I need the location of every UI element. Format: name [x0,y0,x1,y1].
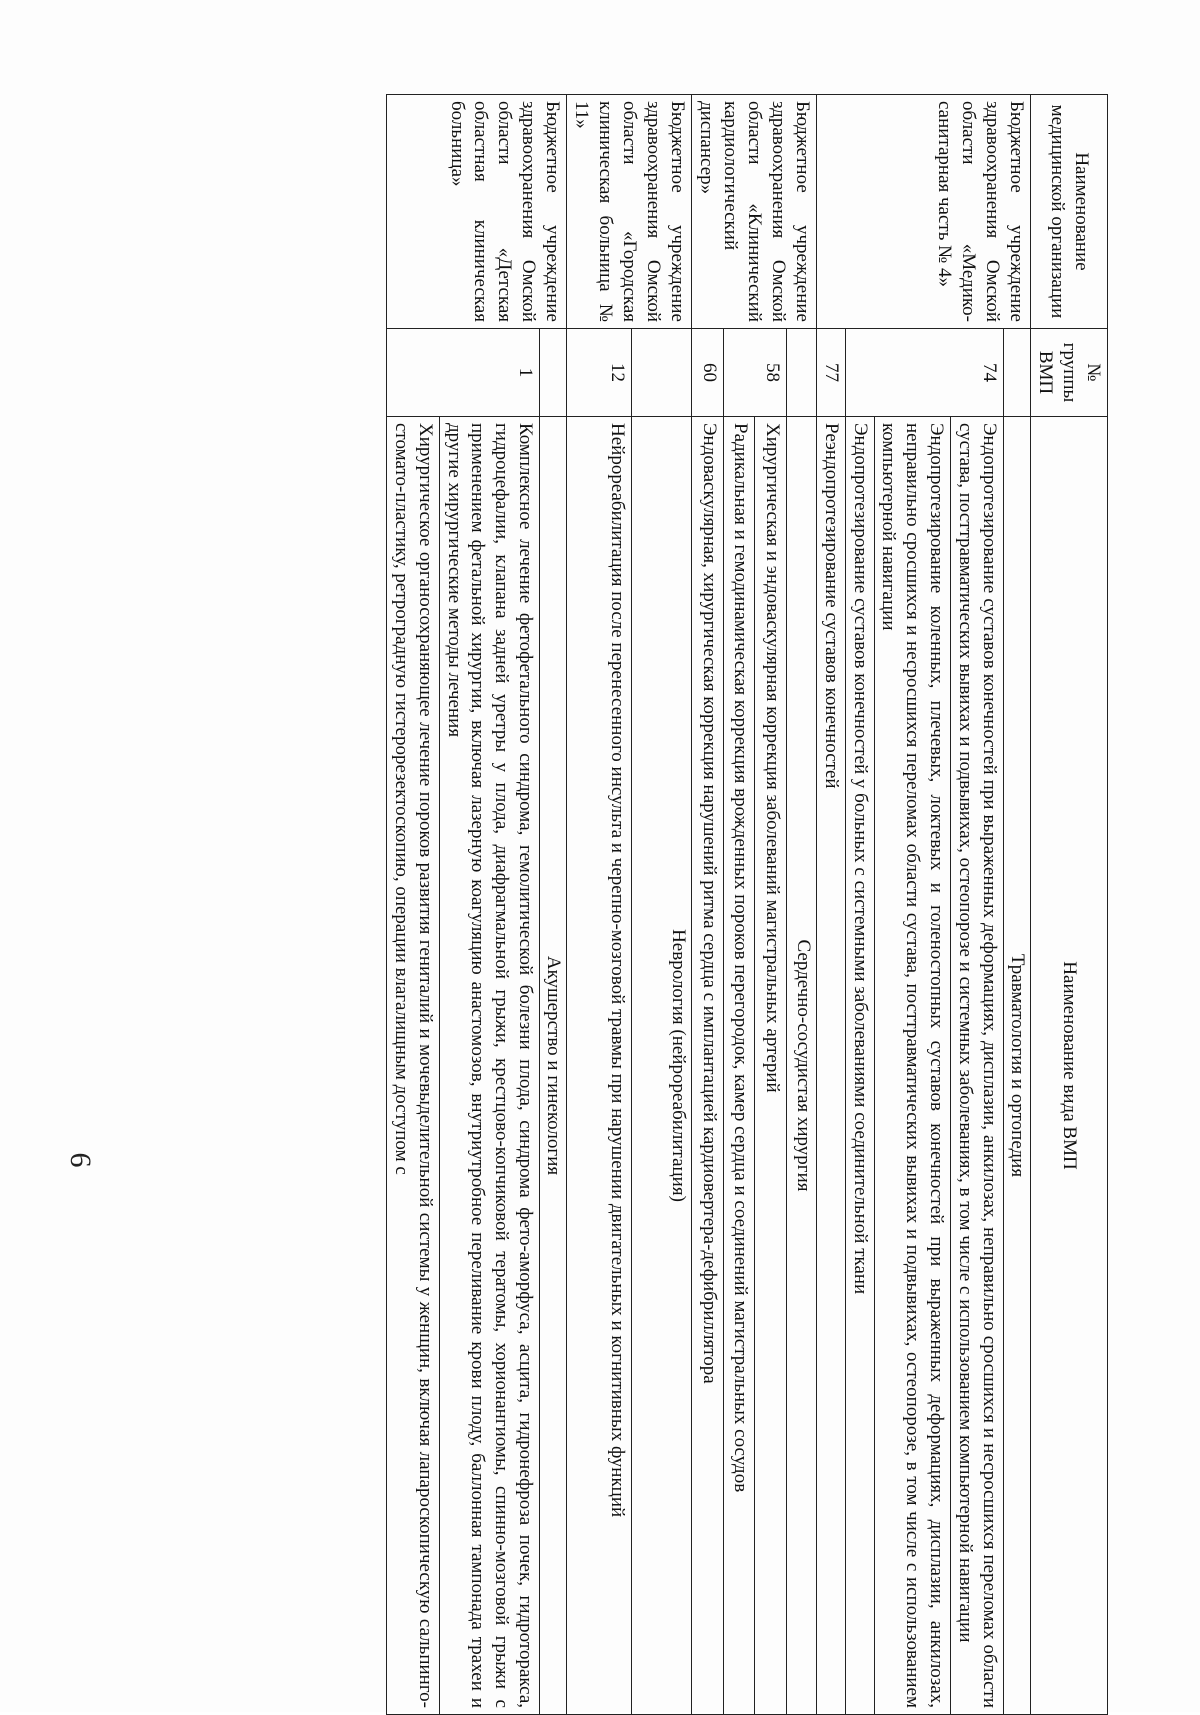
section-title: Травматология и ортопедия [1004,417,1031,1715]
group-cell [723,329,755,417]
group-cell [386,329,439,417]
table-header-row [1031,95,1108,1715]
type-cell: Эндопротезирование суставов конечностей при выраженных деформациях, дисплазии, анкилозах, неправильно сросшихся и несросшихся переломах области сустава, посттравматических вывихах и подвывихах, остеопорозе и системных заболеваниях, в том числе с использованием компьютерной навигации [951,417,1004,1715]
group-cell: 77 [816,329,845,417]
header-type: Наименование вида ВМП [1031,417,1108,1715]
header-organization: Наименование медицинской организации [1031,95,1108,329]
organization-cell: Бюджетное учреждение здравоохранения Омской области «Детская областная клиническая больница» [386,95,567,329]
section-row [787,95,817,1715]
section-row [1004,95,1031,1715]
type-cell: Эндоваскулярная, хирургическая коррекция нарушений ритма сердца с имплантацией кардиовертера-дефибриллятора [692,417,724,1715]
type-cell: Радикальная и гемодинамическая коррекция врожденных пороков перегородок, камер сердца и соединений магистральных сосудов [723,417,755,1715]
organization-cell: Бюджетное учреждение здравоохранения Омской области «Медико-санитарная часть № 4» [816,95,1031,329]
group-cell [540,329,567,417]
section-title: Акушерство и гинекология [540,417,567,1715]
section-title: Сердечно-сосудистая хирургия [787,417,817,1715]
table-row [567,95,632,1715]
table-row [439,95,540,1715]
type-cell: Реэндопротезирование суставов конечностей [816,417,845,1715]
group-cell: 60 [692,329,724,417]
type-cell: Хирургическая и эндоваскулярная коррекция заболеваний магистральных артерий [755,417,787,1715]
rotated-table-container [106,94,1108,1714]
page-number: 6 [64,1152,97,1168]
type-cell: Эндопротезирование коленных, плечевых, локтевых и голеностопных суставов конечностей при выраженных деформациях, дисплазии, анкилозах, неправильно сросшихся и несросшихся переломах области сустава, посттравматических вывихах и подвывихах, остеопорозе, в том числе с использованием компьютерной навигации [874,417,951,1715]
group-cell: 58 [755,329,787,417]
group-cell: 74 [951,329,1004,417]
group-cell: 12 [567,329,632,417]
section-row [631,95,691,1715]
section-title: Неврология (нейрореабилитация) [631,417,691,1715]
organization-cell: Бюджетное учреждение здравоохранения Омской области «Клинический кардиологический диспансер» [692,95,817,329]
group-cell [1004,329,1031,417]
group-cell [874,329,951,417]
organization-cell: Бюджетное учреждение здравоохранения Омской области «Городская клиническая больница № 11» [567,95,692,329]
type-cell: Нейрореабилитация после перенесенного инсульта и черепно-мозговой травмы при нарушении двигательных и когнитивных функций [567,417,632,1715]
section-row [540,95,567,1715]
group-cell [631,329,691,417]
table-row [755,95,787,1715]
table-row [951,95,1004,1715]
table-row [845,95,874,1715]
table-row [723,95,755,1715]
header-group: № группы ВМП [1031,329,1108,417]
type-cell: Комплексное лечение фетофетального синдрома, гемолитической болезни плода, синдрома фето-аморфуса, асцита, гидронефроза почек, гидроторакса, гидроцефалии, клапана задней уретры у плода, диафрагмальной грыжи, крестцово-копчиковой тератомы, хорионангиомы, спинно-мозговой грыжи с применением фетальной хирургии, включая лазерную коагуляцию анастомозов, внутриутробное переливание крови плоду, баллонная тампонада трахеи и другие хирургические методы лечения [439,417,540,1715]
table-row [816,95,845,1715]
group-cell [787,329,817,417]
vmp-table [386,94,1108,1715]
table-row [692,95,724,1715]
group-cell [845,329,874,417]
group-cell: 1 [439,329,540,417]
table-row [874,95,951,1715]
type-cell: Хирургическое органосохраняющее лечение пороков развития гениталий и мочевыделительной системы у женщин, включая лапароскопическую сальпинго-стомато-пластику, ретроградную гистерорезектоскопию, операции влагалищным доступом с [386,417,439,1715]
type-cell: Эндопротезирование суставов конечностей у больных с системными заболеваниями соединительной ткани [845,417,874,1715]
table-row [386,95,439,1715]
